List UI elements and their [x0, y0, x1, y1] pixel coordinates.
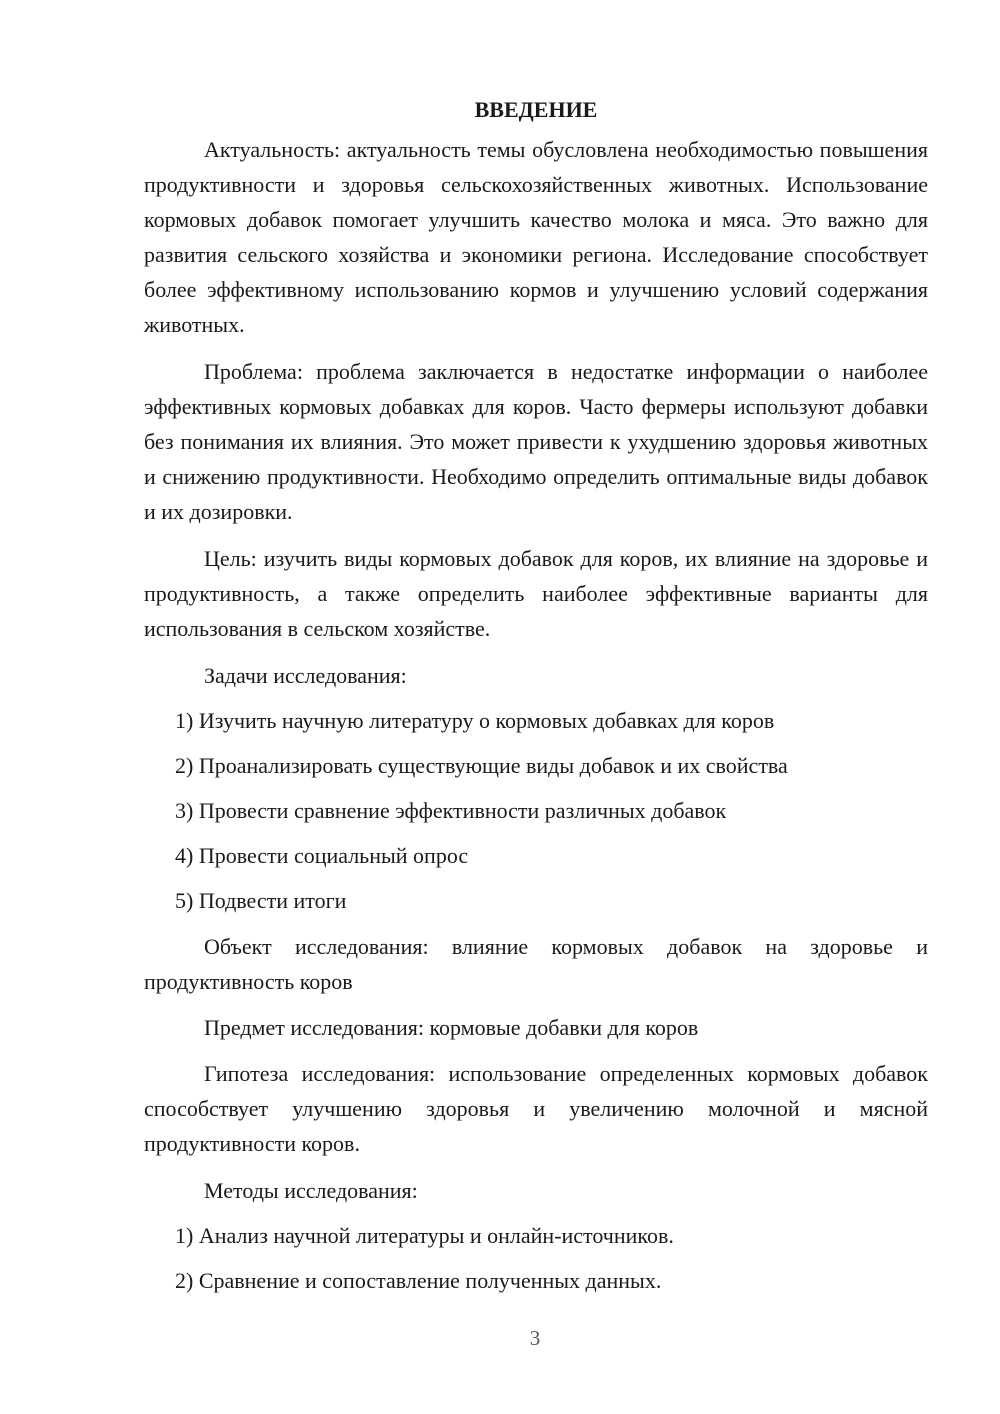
list-item: 2) Сравнение и сопоставление полученных данных. — [175, 1268, 662, 1293]
methods-list — [144, 1218, 928, 1298]
relevance-paragraph: Актуальность: актуальность темы обусловлена необходимостью повышения продуктивности и здоровья сельскохозяйственных животных. Использование кормовых добавок помогает улучшить качество молока и мяса. Это важно для развития сельского хозяйства и экономики региона. Исследование способствует более эффективному использованию кормов и улучшению условий содержания животных. — [144, 137, 928, 337]
goal-paragraph: Цель: изучить виды кормовых добавок для коров, их влияние на здоровье и продуктивность, а также определить наиболее эффективные варианты для использования в сельском хозяйстве. — [144, 546, 928, 641]
methods-heading: Методы исследования: — [204, 1178, 418, 1203]
page-body — [144, 92, 928, 1298]
list-item: 1) Изучить научную литературу о кормовых добавках для коров — [175, 708, 775, 733]
page-title: ВВЕДЕНИЕ — [474, 97, 598, 122]
list-item: 2) Проанализировать существующие виды добавок и их свойства — [175, 753, 788, 778]
tasks-list — [144, 703, 928, 918]
object-paragraph: Объект исследования: влияние кормовых добавок на здоровье и продуктивность коров — [144, 934, 928, 994]
hypothesis-paragraph: Гипотеза исследования: использование определенных кормовых добавок способствует улучшению здоровья и увеличению молочной и мясной продуктивности коров. — [144, 1061, 928, 1156]
list-item: 4) Провести социальный опрос — [175, 843, 469, 868]
list-item: 3) Провести сравнение эффективности различных добавок — [175, 798, 727, 823]
problem-paragraph: Проблема: проблема заключается в недостатке информации о наиболее эффективных кормовых добавках для коров. Часто фермеры используют добавки без понимания их влияния. Это может привести к ухудшению здоровья животных и снижению продуктивности. Необходимо определить оптимальные виды добавок и их дозировки. — [144, 359, 928, 524]
subject-paragraph: Предмет исследования: кормовые добавки для коров — [204, 1015, 699, 1040]
list-item: 5) Подвести итоги — [175, 888, 347, 913]
tasks-heading: Задачи исследования: — [204, 663, 407, 688]
page-number: 3 — [529, 1326, 541, 1350]
list-item: 1) Анализ научной литературы и онлайн-источников. — [175, 1223, 674, 1248]
